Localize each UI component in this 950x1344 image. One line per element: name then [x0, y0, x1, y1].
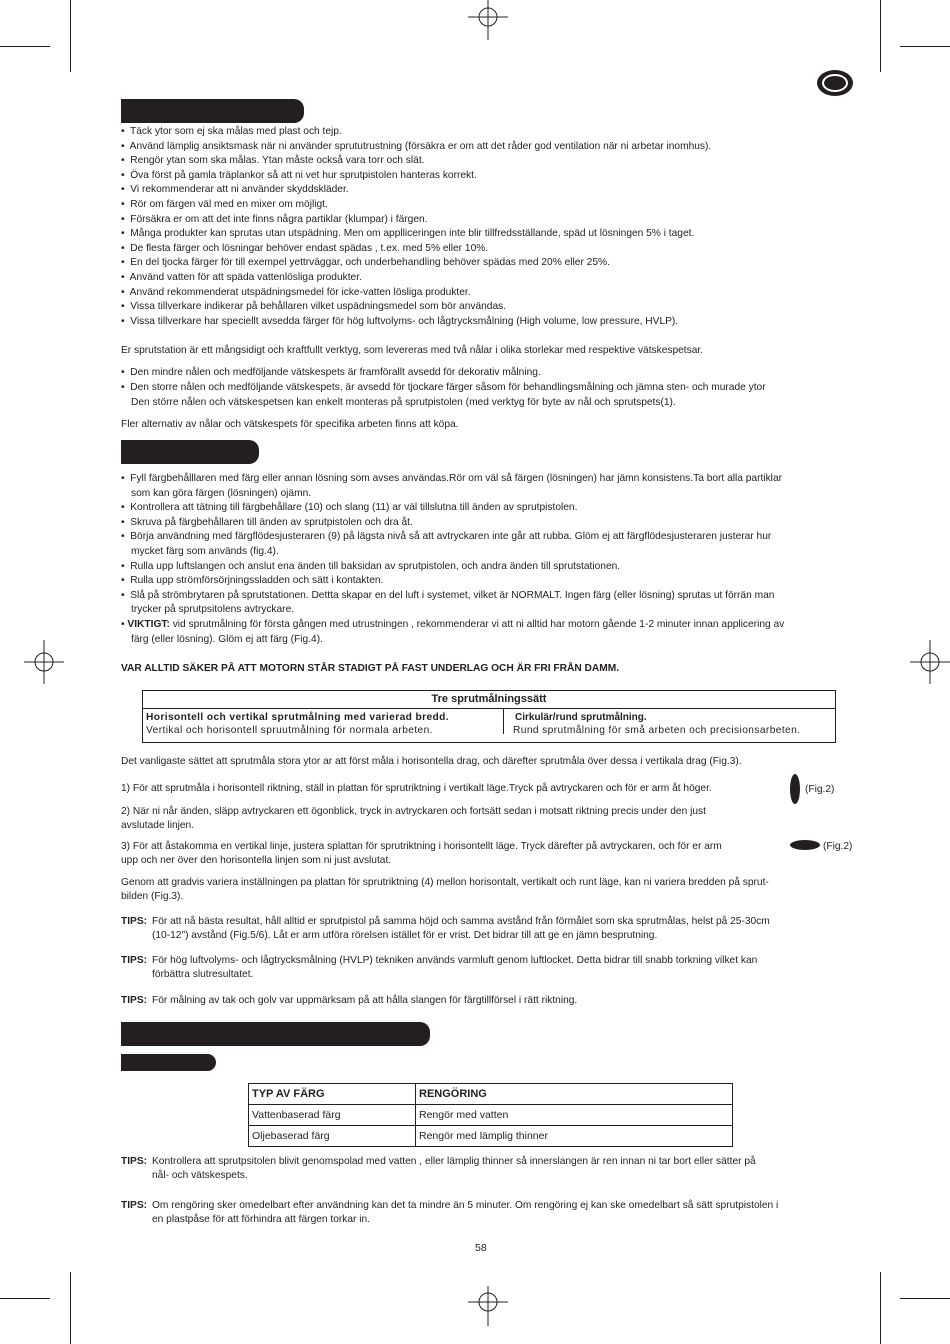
- tip-1: [121, 915, 851, 945]
- table-cell: Vattenbaserad färg: [249, 1105, 416, 1126]
- list-item-text: Slå på strömbrytaren på sprutstationen. Dettta skapar en del luft i systemet, vilket är NORMALT. Ingen färg (eller lösning) sprutas ut förrän man: [130, 589, 775, 601]
- list-item: [121, 300, 711, 315]
- list-item-text: Rulla upp luftslangen och anslut ena änden till baksidan av sprutpistolen, och andra änden till sprutstationen.: [130, 560, 621, 572]
- method-circular-desc: Rund sprutmålning för små arbeten och precisionsarbeten.: [513, 725, 801, 736]
- list-item-text: Rengör ytan som ska målas. Ytan måste också vara torr och slät.: [130, 155, 425, 167]
- list-item-text: Många produkter kan sprutas utan utspädning. Men om applliceringen inte blir tillfredsställande, späd ut lösningen 5% i taget.: [130, 228, 695, 240]
- list-item-text: Den storre nålen och medföljande vätskespets, är avsedd för tjockare färger såsom för behandlingsmålning och jämna sten- och murade ytor: [130, 381, 766, 393]
- list-item: [121, 530, 782, 545]
- cleaning-table-header: RENGÖRING: [416, 1084, 733, 1105]
- tip-label: TIPS:: [121, 916, 148, 927]
- bullet-dot: •: [121, 184, 131, 196]
- step-3: [121, 840, 722, 867]
- vertical-spray-pattern-icon: [790, 774, 800, 804]
- list-item-text: Fyll färgbehålllaren med färg eller annan lösning som avses användas.Rör om väl så färgen (lösningen) har jämn konsistens.Ta bort alla partiklar: [130, 473, 782, 484]
- list-item-text: Kontrollera att tätning till färgbehållare (10) och slang (11) ar väl tillslutna till änden av sprutpistolen.: [130, 502, 578, 514]
- step-2: [121, 805, 706, 832]
- bullet-dot: •: [121, 589, 131, 601]
- cleaning-table: [248, 1083, 733, 1147]
- crop-mark: [900, 46, 950, 47]
- list-item-text: De flesta färger och lösningar behöver endast spädas , t.ex. med 5% eller 10%.: [130, 242, 489, 254]
- tip-3: [121, 994, 851, 1010]
- list-item-text: Rör om färgen väl med en mixer om möjligt.: [130, 198, 328, 210]
- spray-methods-table: [142, 690, 836, 743]
- list-item: [121, 140, 711, 155]
- bullet-dot: •: [121, 169, 131, 181]
- crop-mark: [880, 1272, 881, 1344]
- spray-methods-title: Tre sprutmålningssätt: [431, 693, 547, 705]
- section-header-bar-maintenance: [121, 1022, 430, 1046]
- table-row: [249, 1126, 733, 1147]
- registration-mark-bottom: [460, 1286, 516, 1344]
- bullet-dot: •: [121, 619, 128, 630]
- table-cell: Rengör med vatten: [416, 1105, 733, 1126]
- method-horizontal-vertical-desc: Vertikal och horisontell spruutmålning för normala arbeten.: [146, 725, 433, 736]
- list-item-text: Vissa tillverkare har speciellt avsedda färger för hög luftvolyms- och lågtrycksmålning (High volume, low pressure, HVLP).: [130, 315, 679, 327]
- table-row: [249, 1105, 733, 1126]
- list-item-text: Skruva på färgbehållaren till änden av sprutpistolen och dra åt.: [130, 516, 413, 528]
- tip-1-line-2: (10-12") avstånd (Fig.5/6). Låt er arm utföra rörelsen istället för er vrist. Det bidrar till att ge en jämn besprutning.: [152, 929, 658, 941]
- bullet-dot: •: [121, 286, 130, 298]
- list-item: [121, 315, 711, 330]
- bullet-dot: •: [121, 381, 131, 393]
- list-item-text: Vissa tillverkare indikerar på behållaren vilket uspädningsmedel som bör användas.: [130, 301, 507, 313]
- list-item-text: En del tjocka färger för till exempel yettrväggar, och underbehandling behöver spädas med 20% eller 25%.: [130, 257, 610, 269]
- list-item: [121, 516, 782, 531]
- section-header-bar-cleaning: [121, 1054, 216, 1071]
- section-header-bar-preparation: [121, 99, 304, 123]
- list-item-continuation: trycker på sprutpsitolens avtryckare.: [131, 604, 295, 616]
- tip-4-line-2: nål- och vätskespets.: [152, 1169, 248, 1181]
- list-item-text: Täck ytor som ej ska målas med plast och tejp.: [130, 126, 342, 137]
- list-item-text: Vi rekommenderar att ni använder skyddskläder.: [130, 184, 349, 196]
- safety-warning: VAR ALLTID SÄKER PÅ ATT MOTORN STÅR STADIGT PÅ FAST UNDERLAG OCH ÄR FRI FRÅN DAMM.: [121, 663, 620, 674]
- crop-mark: [880, 0, 881, 72]
- list-item-text: Använd lämplig ansiktsmask när ni använder sprututrustning (försäkra er om att det råder god ventilation när ni arbetar inomhus).: [129, 140, 712, 152]
- list-item-text: Rulla upp strömförsörjningssladden och sätt i kontakten.: [130, 575, 384, 587]
- tip-4: [121, 1155, 851, 1185]
- horizontal-spray-pattern-icon: [790, 840, 820, 850]
- list-item: [121, 472, 782, 487]
- tip-label: TIPS:: [121, 955, 148, 966]
- bullet-dot: •: [121, 213, 131, 225]
- gradual-line-1: Genom att gradvis variera inställningen pa plattan för sprutriktning (4) mellon horisontalt, vertikalt och runt läge, kan ni variera bredden på sprut-: [121, 877, 769, 888]
- tip-label: TIPS:: [121, 1200, 148, 1211]
- important-line-1: vid sprutmålning för första gången med utrustningen , rekommenderar vi att ni alltid har motorn gående 1-2 minuter innan applicering av: [169, 619, 785, 630]
- table-cell: Rengör med lämplig thinner: [416, 1126, 733, 1147]
- bullet-dot: •: [121, 473, 131, 484]
- tip-5-line-2: en plastpåse för att förhindra att färgen torkar in.: [152, 1213, 371, 1225]
- list-item: [121, 227, 711, 242]
- crop-mark: [70, 0, 71, 72]
- list-item-text: Använd vatten för att späda vattenlösliga produkter.: [129, 271, 362, 283]
- tip-2: [121, 954, 851, 984]
- list-item: [121, 183, 711, 198]
- bullet-dot: •: [121, 560, 131, 572]
- list-item: [121, 589, 782, 604]
- step-2-line-1: 2) När ni når änden, släpp avtryckaren ett ögonblick, tryck in avtryckaren och fortsätt sedan i motsatt riktning precis under den just: [121, 806, 706, 817]
- list-item-text: Den mindre nålen och medföljande vätskespets är framförallt avsedd för dekorativ målning.: [130, 367, 541, 378]
- registration-mark-left: [24, 640, 64, 684]
- step-3-line-1: 3) För att åstakomma en vertikal linje, justera splattan för sprutriktning i horisontellt läge. Tryck därefter på avtryckaren, och för er arm: [121, 841, 722, 852]
- divider: [143, 708, 835, 709]
- tip-2-line-1: För hög luftvolyms- och lågtrycksmålning (HVLP) tekniken används varmluft genom luftlocket. Detta bidrar till snabb torkning vilket kan: [152, 955, 758, 966]
- bullet-dot: •: [121, 315, 131, 327]
- table-cell: Oljebaserad färg: [249, 1126, 416, 1147]
- tip-2-line-2: förbättra slutresultatet.: [152, 968, 254, 980]
- gradual-adjust-paragraph: [121, 876, 769, 903]
- section-header-bar-operation: [121, 440, 259, 464]
- step-1-fig-ref: (Fig.2): [805, 784, 835, 795]
- tip-3-line-1: För målning av tak och golv var uppmärksam på att hålla slangen för färgtillförsel i rätt riktning.: [152, 995, 578, 1006]
- tip-1-line-1: För att nå bästa resultat, håll alltid er sprutpistol på samma höjd och samma avstånd från förmålet som ska sprutmålas, helst på 25-30cm: [152, 916, 770, 927]
- language-badge: [817, 70, 853, 96]
- tip-label: TIPS:: [121, 1156, 148, 1167]
- bullet-dot: •: [121, 301, 131, 313]
- list-item: [121, 366, 766, 381]
- list-item: [121, 154, 711, 169]
- bullet-dot: •: [121, 575, 131, 587]
- operation-bullet-list: [121, 472, 782, 618]
- list-item-text: Använd rekommenderat utspädningsmedel för icke-vatten lösliga produkter.: [129, 286, 471, 298]
- step-2-line-2: avslutade linjen.: [121, 819, 195, 831]
- list-item-continuation: som kan göra färgen (lösningen) ojämn.: [131, 487, 312, 499]
- bullet-dot: •: [121, 502, 131, 514]
- needle-bullet-list: [121, 366, 766, 395]
- bullet-dot: •: [121, 271, 130, 283]
- list-item-continuation: mycket färg som används (fig.4).: [131, 545, 279, 557]
- crop-mark: [0, 1298, 50, 1299]
- divider: [503, 708, 504, 734]
- tip-4-line-1: Kontrollera att sprutpsitolen blivit genomspolad med vatten , eller lämplig thinner så innerslangen är ren innan ni tar bort eller sätter på: [152, 1156, 756, 1167]
- bullet-dot: •: [121, 228, 131, 240]
- bullet-dot: •: [121, 140, 130, 152]
- bullet-dot: •: [121, 531, 131, 543]
- page-number: 58: [475, 1242, 487, 1254]
- bullet-dot: •: [121, 198, 131, 210]
- technique-intro: Det vanligaste sättet att sprutmåla stora ytor ar att först måla i horisontella drag, och därefter sprutmåla över dessa i vertikala drag (Fig.3).: [121, 756, 742, 767]
- bullet-dot: •: [121, 257, 131, 269]
- important-bullet: [121, 618, 784, 647]
- intro-paragraph: Er sprutstation är ett mångsidigt och kraftfullt verktyg, som levereras med två nålar i olika storlekar med respektive vätskespetsar.: [121, 345, 704, 356]
- list-item: [121, 381, 766, 396]
- preparation-bullet-list: [121, 125, 711, 329]
- tip-5-line-1: Om rengöring sker omedelbart efter användning kan det ta mindre än 5 minuter. Om rengöring ej kan ske omedelbart så sätt sprutpistolen i: [152, 1200, 779, 1211]
- bullet-dot: •: [121, 367, 131, 378]
- list-item: [121, 574, 782, 589]
- bullet-dot: •: [121, 242, 131, 254]
- method-horizontal-vertical-title: Horisontell och vertikal sprutmålning med varierad bredd.: [146, 712, 450, 723]
- list-item: [121, 271, 711, 286]
- list-item: [121, 198, 711, 213]
- list-item: [121, 242, 711, 257]
- important-label: VIKTIGT:: [127, 619, 170, 630]
- list-item: [121, 286, 711, 301]
- gradual-line-2: bilden (Fig.3).: [121, 890, 184, 902]
- step-3-fig-ref: (Fig.2): [823, 841, 853, 852]
- step-3-line-2: upp och ner över den horisontella linjen som ni just avslutat.: [121, 854, 392, 866]
- tip-label: TIPS:: [121, 995, 148, 1006]
- method-circular-title: Cirkulär/rund sprutmålning.: [515, 712, 647, 723]
- registration-mark-right: [910, 640, 950, 684]
- registration-mark-top: [460, 0, 516, 40]
- crop-mark: [70, 1272, 71, 1344]
- language-badge-ring: [822, 74, 848, 92]
- list-item-text: Börja användning med färgflödesjusteraren (9) på lägsta nivå så att avtryckaren inte går att rubba. Glöm ej att färgflödesjusteraren justerar hur: [130, 531, 772, 543]
- list-item: [121, 169, 711, 184]
- cleaning-table-header: TYP AV FÄRG: [249, 1084, 416, 1105]
- list-item: [121, 125, 711, 140]
- list-item: [121, 501, 782, 516]
- needle-note: Den större nålen och vätskespetsen kan enkelt monteras på sprutpistolen (med verktyg för byte av nål och sprutspets(1).: [131, 397, 676, 408]
- step-1: 1) För att sprutmåla i horisontell riktning, ställ in plattan för sprutriktning i vertikalt läge.Tryck på avtryckaren och för er arm åt höger.: [121, 783, 712, 794]
- list-item: [121, 256, 711, 271]
- crop-mark: [900, 1298, 950, 1299]
- more-options-text: Fler alternativ av nålar och vätskespets för specifika arbeten finns att köpa.: [121, 419, 459, 430]
- bullet-dot: •: [121, 126, 131, 137]
- crop-mark: [0, 46, 50, 47]
- list-item-text: Öva först på gamla träplankor så att ni vet hur sprutpistolen hanteras korrekt.: [130, 169, 477, 181]
- list-item-text: Försäkra er om att det inte finns några partiklar (klumpar) i färgen.: [130, 213, 428, 225]
- bullet-dot: •: [121, 516, 131, 528]
- bullet-dot: •: [121, 155, 131, 167]
- list-item: [121, 560, 782, 575]
- tip-5: [121, 1199, 851, 1229]
- list-item: [121, 213, 711, 228]
- important-line-2: färg (eller lösning). Glöm ej att färg (Fig.4).: [131, 633, 323, 645]
